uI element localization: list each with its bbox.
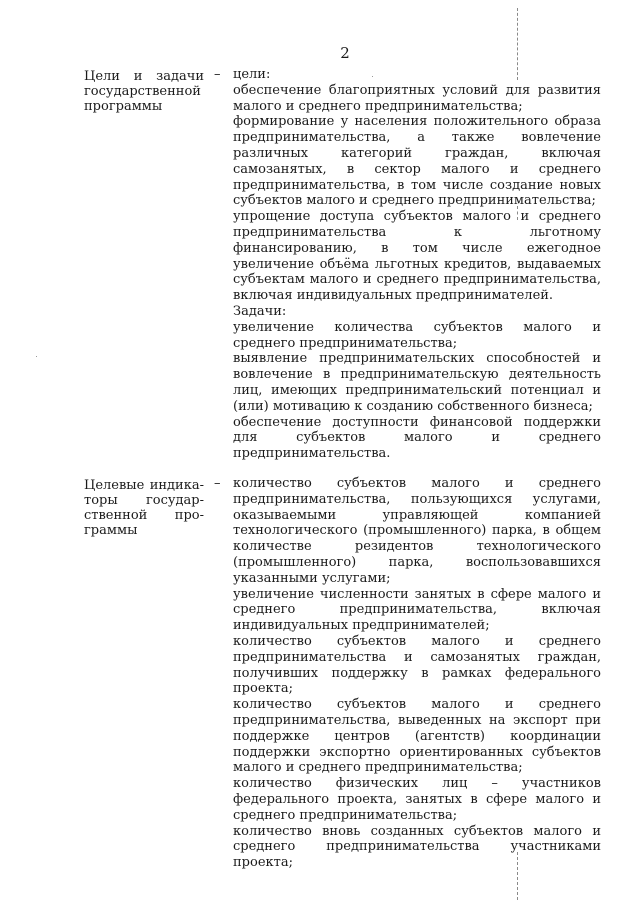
label-line: граммы [84, 523, 138, 538]
paragraph: обеспечение благоприятных условий для развития малого и среднего предпринимательства; [233, 82, 601, 114]
label-line: Целевые индика- [84, 478, 204, 493]
paragraph: Задачи: [233, 303, 287, 319]
label-line: торы государ- [84, 493, 204, 508]
paragraph: количество вновь созданных субъектов малого и среднего предпринимательства участниками проекта; [233, 823, 601, 871]
paragraph: обеспечение доступности финансовой поддержки для субъектов малого и среднего предпринимательства. [233, 414, 601, 462]
page-number: 2 [340, 44, 350, 62]
section-indicators-label [84, 478, 204, 538]
section-goals-label [84, 69, 204, 114]
paragraph: упрощение доступа субъектов малого и среднего предпринимательства к льготному финансированию, в том числе ежегодное увеличение объёма льготных кредитов, выдаваемых субъектам малого и среднего предпринимательства, включая индивидуальных предпринимателей. [233, 209, 601, 304]
section-goals-content [233, 67, 601, 462]
paragraph: увеличение количества субъектов малого и среднего предпринимательства; [233, 319, 601, 351]
label-line: ственной про- [84, 508, 204, 523]
paragraph: цели: [233, 67, 271, 82]
paragraph: количество субъектов малого и среднего предпринимательства, выведенных на экспорт при поддержке центров (агентств) координации поддержки экспортно ориентированных субъектов малого и среднего предпринимательства; [233, 697, 601, 776]
label-line: программы [84, 99, 163, 114]
section-indicators-dash: – [214, 476, 221, 491]
paragraph: количество субъектов малого и среднего предпринимательства, пользующихся услугами, оказываемыми управляющей компанией технологического (промышленного) парка, в общем количестве резидентов технологического (промышленного) парка, воспользовавшихся указанными услугами; [233, 476, 601, 586]
scan-speck [36, 356, 37, 357]
label-line: государственной [84, 84, 201, 99]
paragraph: увеличение численности занятых в сфере малого и среднего предпринимательства, включая индивидуальных предпринимателей; [233, 586, 601, 634]
paragraph: формирование у населения положительного образа предпринимательства, а также вовлечение различных категорий граждан, включая самозанятых, в сектор малого и среднего предпринимательства, в том числе создание новых субъектов малого и среднего предпринимательства; [233, 114, 601, 209]
label-line: Цели и задачи [84, 69, 204, 84]
paragraph: количество субъектов малого и среднего предпринимательства и самозанятых граждан, получивших поддержку в рамках федерального проекта; [233, 633, 601, 697]
paragraph: количество физических лиц – участников федерального проекта, занятых в сфере малого и среднего предпринимательства; [233, 776, 601, 823]
section-indicators-content [233, 476, 601, 871]
section-goals-dash: – [214, 67, 221, 82]
paragraph: выявление предпринимательских способностей и вовлечение в предпринимательскую деятельность лиц, имеющих предпринимательский потенциал и (или) мотивацию к созданию собственного бизнеса; [233, 351, 601, 414]
